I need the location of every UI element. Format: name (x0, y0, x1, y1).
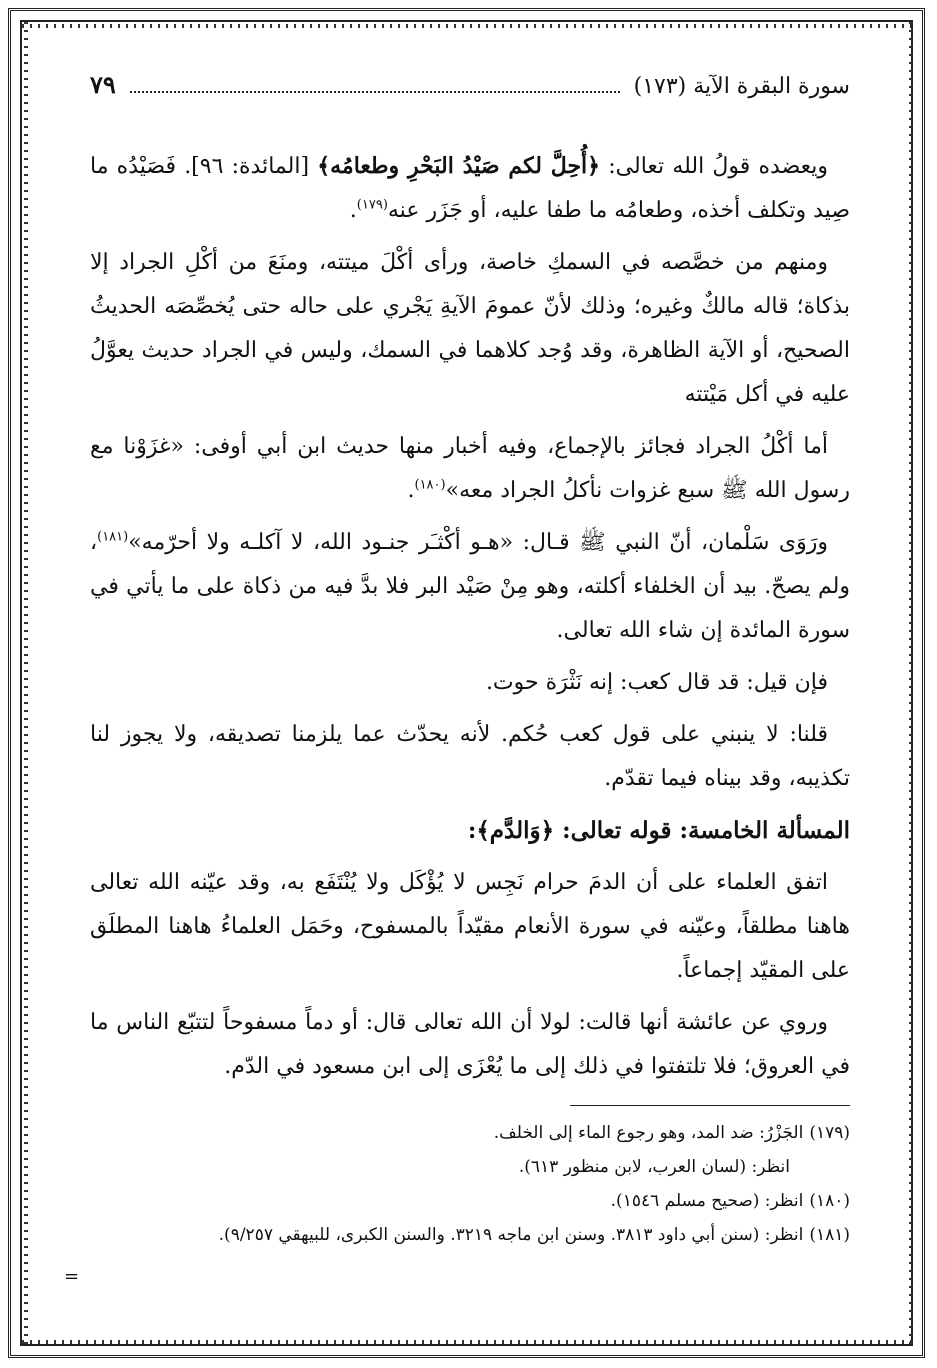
continuation-mark: = (64, 1266, 80, 1287)
heading-label: المسألة الخامسة: قوله تعالى: (554, 817, 850, 844)
border-ornament-bottom (22, 1340, 911, 1344)
heading-tail: : (467, 817, 477, 844)
border-ornament-left (24, 22, 28, 1344)
section-heading (90, 809, 850, 853)
footnote-separator (570, 1105, 850, 1106)
footnote-text: انظر: (صحيح مسلم ١٥٤٦). (610, 1191, 804, 1211)
paragraph-3 (90, 425, 850, 513)
para-text: . (407, 478, 415, 503)
paragraph-1 (90, 144, 850, 233)
page-content (90, 70, 850, 1252)
para-text: ، ولم يصحّ. بيد أن الخلفاء أكلته، وهو مِنْ صَيْد البر فلا بدَّ فيه من ذكاة على ما يأتي في سورة المائدة إن شاء الله تعالى. (90, 530, 850, 643)
footnotes (90, 1116, 850, 1252)
footnote-181 (90, 1218, 850, 1252)
footnote-179-source (90, 1150, 850, 1184)
footnote-text: الجَزْرُ: ضد المد، وهو رجوع الماء إلى الخلف. (493, 1123, 804, 1143)
paragraph-5 (90, 661, 850, 705)
paragraph-7 (90, 861, 850, 993)
footnote-ref: (١٧٩) (356, 197, 388, 213)
running-header (90, 70, 850, 104)
para-text: فإن قيل: قد قال كعب: إنه نَثْرَة حوت. (485, 670, 828, 695)
footnote-number: (١٧٩) (809, 1123, 850, 1143)
border-ornament-right (909, 22, 913, 1344)
paragraph-6 (90, 713, 850, 801)
border-ornament-top (22, 24, 911, 28)
footnote-text: انظر: (سنن أبي داود ٣٨١٣. وسنن ابن ماجه ٣٢١٩. والسنن الكبرى، للبيهقي ٩/٢٥٧). (218, 1225, 804, 1245)
footnote-ref: (١٨٠) (414, 477, 446, 493)
paragraph-2 (90, 241, 850, 417)
para-text: أما أكْلُ الجراد فجائز بالإجماع، وفيه أخبار منها حديث ابن أبي أوفى: «غزَوْنا مع رسول الله ﷺ سبع غزوات نأكلُ الجراد معه» (90, 434, 850, 503)
quran-quote: ﴿وَالدَّم﴾ (476, 817, 555, 844)
paragraph-8 (90, 1001, 850, 1089)
para-text: . (349, 198, 357, 223)
footnote-number: (١٨١) (809, 1225, 850, 1245)
para-text: ورَوَى سَلْمان، أنّ النبي ﷺ قـال: «هـو أكْثـَر جنـود الله، لا آكلـه ولا أحرّمه» (128, 530, 828, 555)
para-text: اتفق العلماء على أن الدمَ حرام نَجِس لا يُؤْكَل ولا يُنْتَفَع به، وقد عيّنه الله تعالى هاهنا مطلقاً، وعيّنه في سورة الأنعام مقيّداً بالمسفوح، وحَمَل العلماءُ هاهنا المطلَق على المقيّد إجماعاً. (90, 870, 850, 983)
para-text: وروي عن عائشة أنها قالت: لولا أن الله تعالى قال: أو دماً مسفوحاً لتتبّع الناس ما في العروق؛ فلا تلتفتوا في ذلك إلى ما يُعْزَى إلى ابن مسعود في الدّم. (90, 1010, 850, 1079)
footnote-180 (90, 1184, 850, 1218)
footnote-number: (١٨٠) (809, 1191, 850, 1211)
quran-quote: ﴿أُحِلَّ لكم صَيْدُ البَحْرِ وطعامُه﴾ (317, 153, 601, 179)
para-text: ومنهم من خصَّصه في السمكِ خاصة، ورأى أكْلَ ميتته، ومنَعَ من أكْلِ الجراد إلا بذكاة؛ قاله مالكٌ وغيره؛ وذلك لأنّ عمومَ الآيةِ يَجْري على حاله حتى يُخصِّصَه الحديثُ الصحيح، أو الآية الظاهرة، وقد وُجد كلاهما في السمك، وليس في الجراد حديث يعوَّلُ عليه في أكل مَيْتته (90, 250, 850, 407)
paragraph-4 (90, 521, 850, 653)
page-number: ٧٩ (90, 70, 116, 99)
para-text: [المائدة: ٩٦]. فَصَيْدُه ما صِيد وتكلف أخذه، وطعامُه ما طفا عليه، أو جَزَر عنه (90, 154, 850, 223)
leader-dots (130, 77, 620, 93)
para-text: ويعضده قولُ الله تعالى: (600, 154, 829, 179)
footnote-179 (90, 1116, 850, 1150)
para-text: قلنا: لا ينبني على قول كعب حُكم. لأنه يحدّث عما يلزمنا تصديقه، ولا يجوز لنا تكذيبه، وقد بيناه فيما تقدّم. (90, 722, 850, 791)
footnote-ref: (١٨١) (97, 529, 129, 545)
running-title: سورة البقرة الآية (١٧٣) (633, 74, 850, 99)
footnote-text: انظر: (لسان العرب، لابن منظور ٦١٣). (518, 1157, 790, 1177)
